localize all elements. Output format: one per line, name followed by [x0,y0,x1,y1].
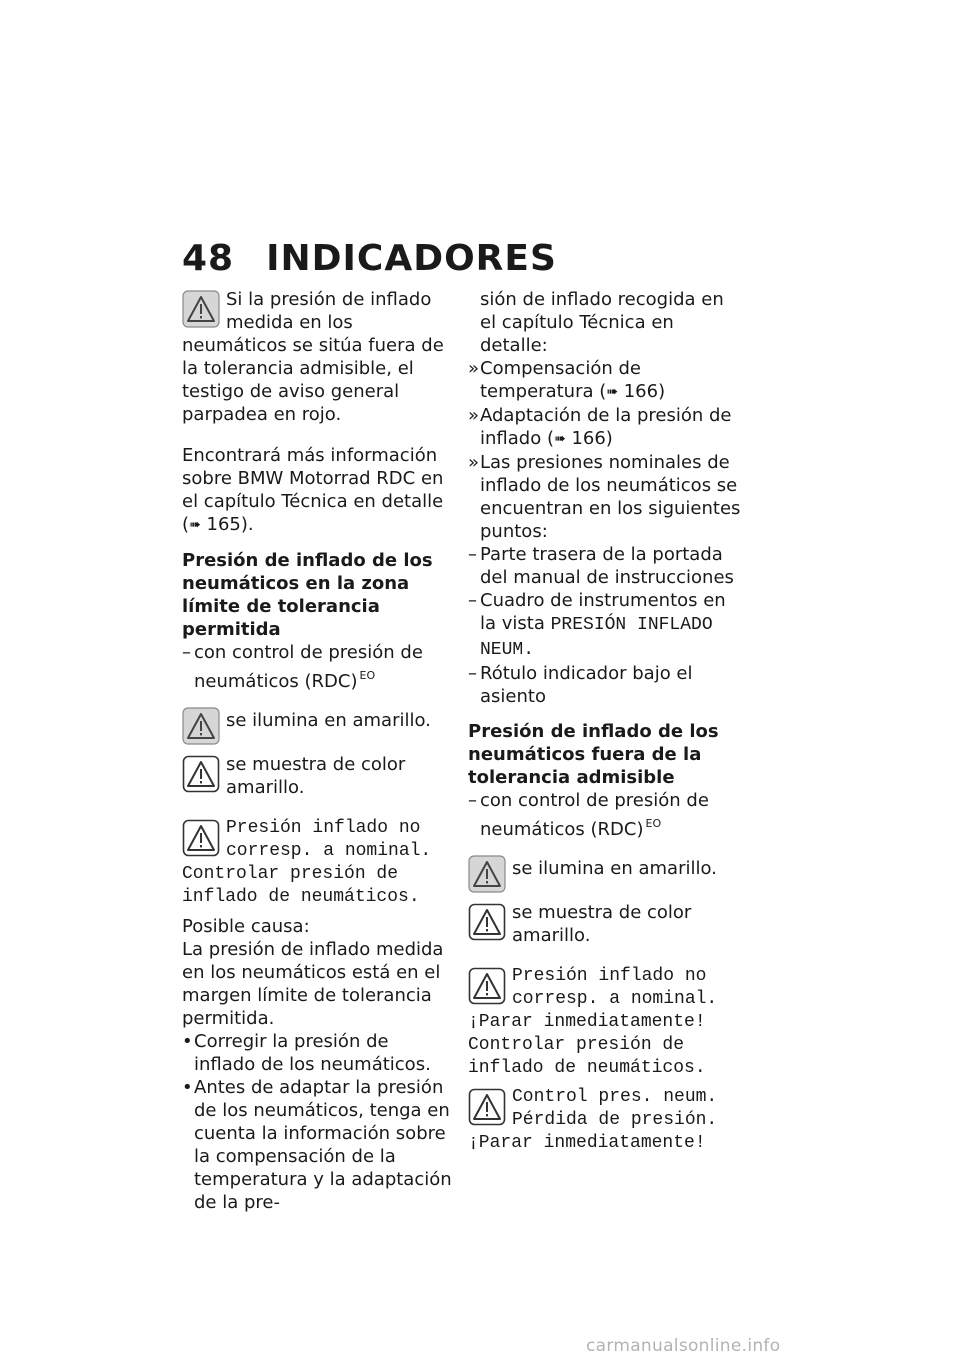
list-item: – Cuadro de instrumentos en la vista PRESIÓN INFLADO NEUM. [468,590,726,660]
indicator-yellow-block [182,705,454,747]
page-reference-arrow-icon: ➠ [553,431,566,447]
dash-list [182,641,454,693]
list-item: » Adaptación de la presión de inflado (➠ 166) [468,405,732,449]
warning-outline-icon [468,1088,506,1126]
warning-intro-block [182,288,454,438]
display-message-block [468,965,742,1080]
page-reference-arrow-icon: ➠ [606,384,618,400]
section-heading-out-of-tolerance: Presión de inflado de los neumáticos fuera de la tolerancia admisible [468,721,719,788]
display-message: Presión inflado no corresp. a nominal. Controlar presión de inflado de neumáticos. [182,818,432,907]
dash-list [468,543,742,708]
page-number: 48 [182,238,235,279]
display-message: Presión inflado no corresp. a nominal. ¡Parar inmediatamente! Controlar presión de inflado de neumáticos. [468,966,718,1078]
page-title [182,238,557,279]
continued-text: sión de inflado recogida en el capítulo Técnica en detalle: [480,289,724,356]
page-reference[interactable]: 166 [623,381,659,402]
display-message-block [468,1086,742,1155]
dash-list [468,789,742,841]
eo-superscript: EO [645,817,662,830]
section-title: INDICADORES [266,238,557,279]
indicator-display-text: se muestra de color amarillo. [226,754,406,798]
bullet-list [182,1030,454,1214]
indicator-display-block [182,753,454,811]
warning-outline-icon [468,903,506,941]
display-message: Control pres. neum. Pérdida de presión. ¡Parar inmediatamente! [468,1087,718,1153]
display-view-name: PRESIÓN INFLADO NEUM. [480,615,713,660]
reference-list [468,357,742,543]
list-item: – Rótulo indicador bajo el asiento [468,663,693,707]
list-item: • Antes de adaptar la presión de los neumáticos, tenga en cuenta la información sobre la compensación de la temperatura y la adaptación de la pre- [182,1077,452,1213]
warning-outline-icon [468,967,506,1005]
warning-yellow-icon [182,707,220,745]
cause-label: Posible causa: [182,916,310,937]
list-item: – Parte trasera de la portada del manual de instrucciones [468,544,734,588]
indicator-display-block [468,901,742,959]
warning-outline-icon [182,755,220,793]
warning-icon [182,290,220,328]
indicator-yellow-text: se ilumina en amarillo. [512,858,717,879]
indicator-display-text: se muestra de color amarillo. [512,902,692,946]
list-item: – con control de presión de neumáticos (RDC) $^{EO}$ [468,790,709,840]
page-reference-arrow-icon: ➠ [189,517,201,533]
list-item: » Las presiones nominales de inflado de los neumáticos se encuentran en los siguientes puntos: [468,452,741,542]
info-text: Encontrará más información sobre BMW Motorrad RDC en el capítulo Técnica en detalle [182,445,444,512]
list-item: • Corregir la presión de inflado de los neumáticos. [182,1031,431,1075]
warning-yellow-icon [468,855,506,893]
section-heading-tolerance-limit: Presión de inflado de los neumáticos en la zona límite de tolerancia permitida [182,550,433,640]
cause-text: La presión de inflado medida en los neumáticos está en el margen límite de tolerancia permitida. [182,939,444,1029]
warning-intro-text: Si la presión de inflado medida en los neumáticos se sitúa fuera de la tolerancia admisible, el testigo de aviso general parpadea en rojo. [182,289,444,425]
warning-outline-icon [182,819,220,857]
page-reference[interactable]: 165 [206,514,241,535]
watermark: carmanualsonline.info [586,1336,781,1356]
info-paragraph: Encontrará más información sobre BMW Motorrad RDC en el capítulo Técnica en detalle (➠ 165). [182,445,444,535]
list-item: – con control de presión de neumáticos (RDC) $^{EO}$ [182,642,423,692]
page-reference[interactable]: 166 [571,428,606,449]
eo-superscript: EO [359,669,376,682]
indicator-yellow-block [468,853,742,895]
right-column [468,288,742,1161]
left-column [182,288,454,1214]
list-item: » Compensación de temperatura (➠ 166) [468,358,666,402]
indicator-yellow-text: se ilumina en amarillo. [226,710,431,731]
display-message-block [182,817,454,909]
